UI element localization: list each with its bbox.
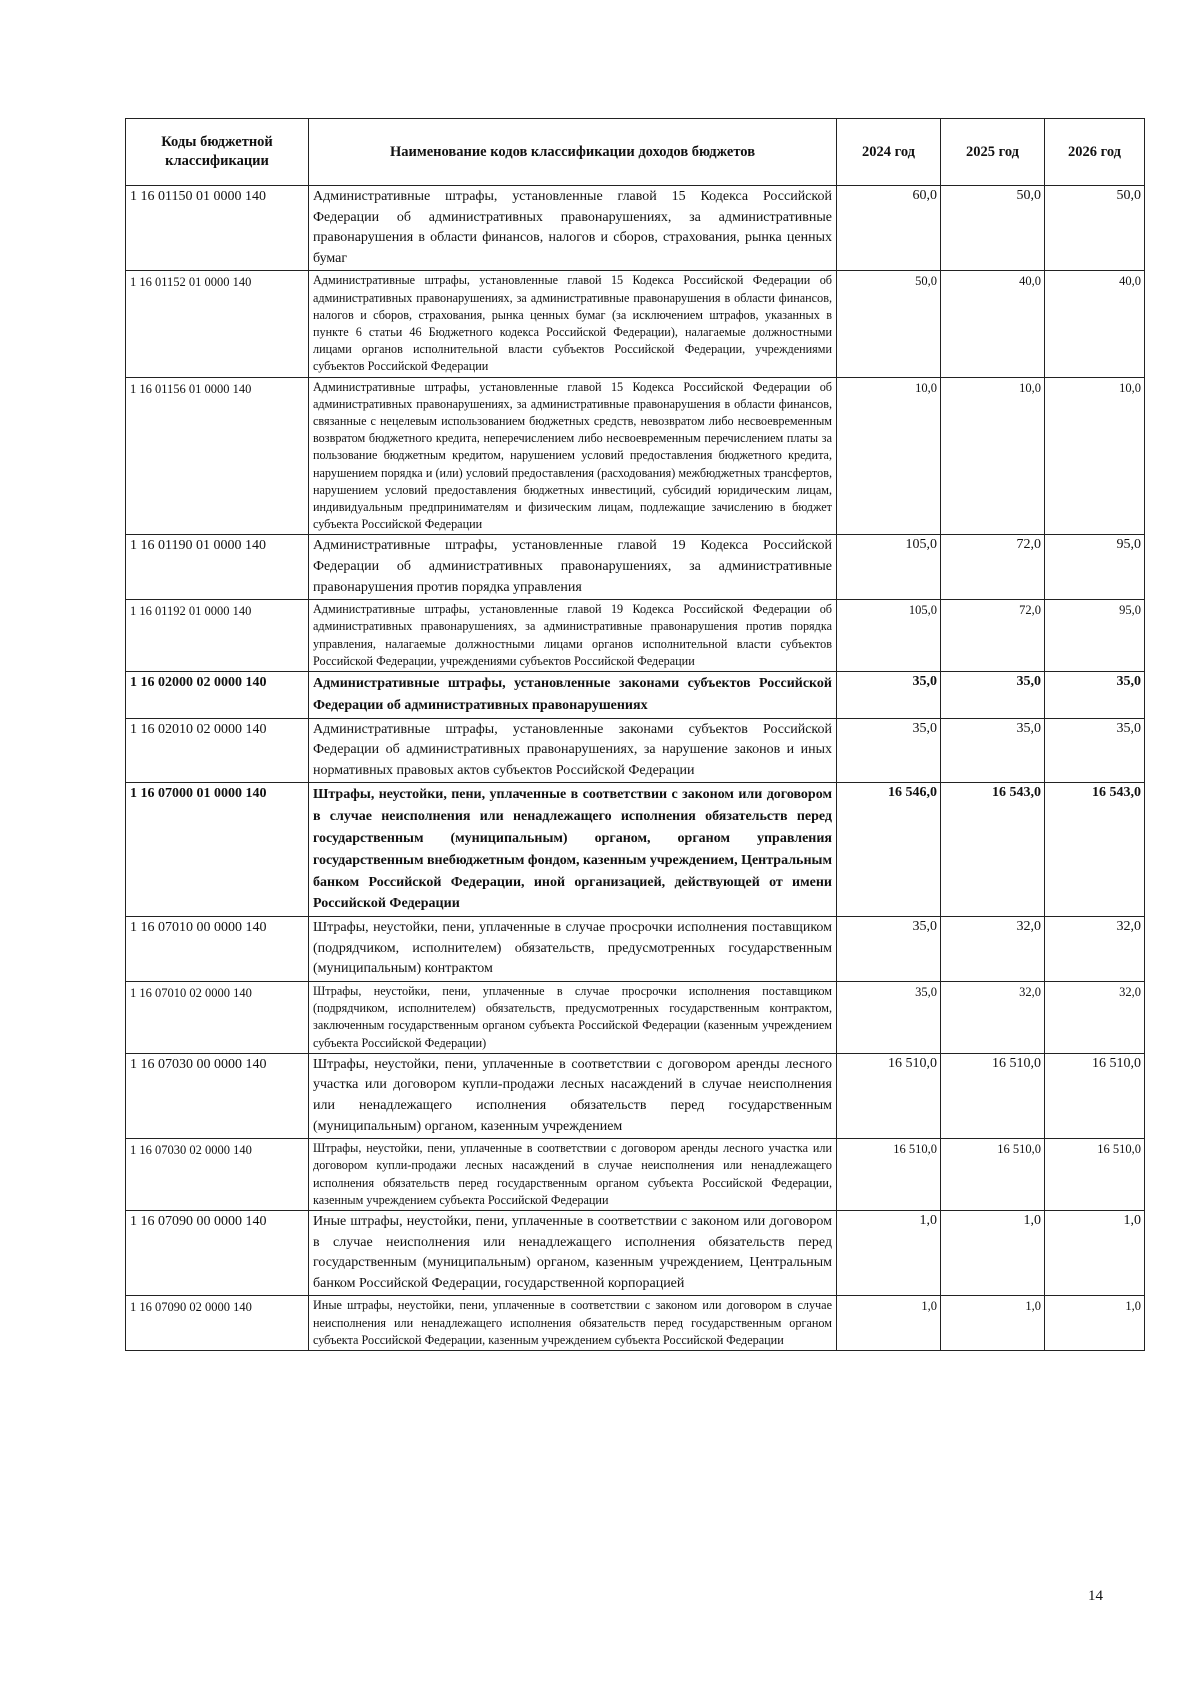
- table-row: [126, 1053, 1145, 1138]
- row-name: Административные штрафы, установленные главой 15 Кодекса Российской Федерации об административных правонарушениях, за административные правонарушения в области финансов, налогов и сборов, страхования, рынка ценных бумаг (за исключением штрафов, указанных в пункте 6 статьи 46 Бюджетного кодекса Российской Федерации), налагаемые должностными лицами органов исполнительной власти субъектов Российской Федерации, учреждениями субъектов Российской Федерации: [309, 271, 837, 377]
- row-code: 1 16 01192 01 0000 140: [126, 600, 309, 672]
- row-value-2024: 35,0: [837, 718, 941, 783]
- row-value-2024: 16 510,0: [837, 1053, 941, 1138]
- row-value-2025: 16 543,0: [941, 783, 1045, 917]
- row-value-2026: 1,0: [1045, 1210, 1145, 1295]
- row-value-2024: 1,0: [837, 1210, 941, 1295]
- row-name: Штрафы, неустойки, пени, уплаченные в соответствии с законом или договором в случае неисполнения или ненадлежащего исполнения обязательств перед государственным (муниципальным) органом, органом управления государственным внебюджетным фондом, казенным учреждением, Центральным банком Российской Федерации, иной организацией, действующей от имени Российской Федерации: [309, 783, 837, 917]
- row-code: 1 16 07030 02 0000 140: [126, 1139, 309, 1211]
- row-value-2024: 35,0: [837, 672, 941, 719]
- row-name: Административные штрафы, установленные законами субъектов Российской Федерации об административных правонарушениях, за нарушение законов и иных нормативных правовых актов субъектов Российской Федерации: [309, 718, 837, 783]
- row-value-2026: 35,0: [1045, 672, 1145, 719]
- row-value-2024: 60,0: [837, 186, 941, 271]
- row-value-2026: 16 510,0: [1045, 1139, 1145, 1211]
- header-2025: 2025 год: [941, 119, 1045, 186]
- table-row: [126, 981, 1145, 1053]
- row-value-2025: 1,0: [941, 1210, 1045, 1295]
- row-value-2026: 95,0: [1045, 600, 1145, 672]
- row-name: Административные штрафы, установленные главой 19 Кодекса Российской Федерации об административных правонарушениях, за административные правонарушения против порядка управления: [309, 535, 837, 600]
- row-value-2026: 50,0: [1045, 186, 1145, 271]
- header-2026: 2026 год: [1045, 119, 1145, 186]
- row-value-2026: 16 510,0: [1045, 1053, 1145, 1138]
- row-value-2025: 1,0: [941, 1296, 1045, 1351]
- row-name: Штрафы, неустойки, пени, уплаченные в соответствии с договором аренды лесного участка или договором купли-продажи лесных насаждений в случае неисполнения или ненадлежащего исполнения обязательств перед государственным (муниципальным) органом, казенным учреждением: [309, 1053, 837, 1138]
- row-value-2024: 50,0: [837, 271, 941, 377]
- page-number: 14: [1088, 1588, 1103, 1604]
- row-name: Штрафы, неустойки, пени, уплаченные в случае просрочки исполнения поставщиком (подрядчиком, исполнителем) обязательств, предусмотренных государственным (муниципальным) контрактом: [309, 917, 837, 982]
- row-code: 1 16 01190 01 0000 140: [126, 535, 309, 600]
- row-value-2025: 72,0: [941, 535, 1045, 600]
- row-code: 1 16 07010 02 0000 140: [126, 981, 309, 1053]
- row-value-2024: 10,0: [837, 377, 941, 535]
- row-name: Штрафы, неустойки, пени, уплаченные в случае просрочки исполнения поставщиком (подрядчиком, исполнителем) обязательств, предусмотренных государственным контрактом, заключенным государственным органом субъекта Российской Федерации (казенным учреждением субъекта Российской Федерации): [309, 981, 837, 1053]
- row-name: Административные штрафы, установленные главой 19 Кодекса Российской Федерации об административных правонарушениях, за административные правонарушения против порядка управления, налагаемые должностными лицами органов исполнительной власти субъектов Российской Федерации, учреждениями субъектов Российской Федерации: [309, 600, 837, 672]
- row-value-2025: 72,0: [941, 600, 1045, 672]
- header-code: Коды бюджетной классификации: [126, 119, 309, 186]
- row-value-2024: 16 546,0: [837, 783, 941, 917]
- row-name: Административные штрафы, установленные главой 15 Кодекса Российской Федерации об административных правонарушениях, за административные правонарушения в области финансов, связанные с нецелевым использованием бюджетных средств, невозвратом либо несвоевременным возвратом бюджетного кредита, неперечислением либо несвоевременным перечислением платы за пользование бюджетным кредитом, нарушением условий предоставления бюджетного кредита, нарушением порядка и (или) условий предоставления (расходования) межбюджетных трансфертов, нарушением условий предоставления бюджетных инвестиций, субсидий юридическим лицам, индивидуальным предпринимателям и физическим лицам, подлежащие зачислению в бюджет субъекта Российской Федерации: [309, 377, 837, 535]
- table-row: [126, 535, 1145, 600]
- row-code: 1 16 07010 00 0000 140: [126, 917, 309, 982]
- table-row: [126, 672, 1145, 719]
- row-value-2024: 105,0: [837, 600, 941, 672]
- header-2024: 2024 год: [837, 119, 941, 186]
- row-value-2025: 35,0: [941, 672, 1045, 719]
- table-row: [126, 377, 1145, 535]
- header-name: Наименование кодов классификации доходов бюджетов: [309, 119, 837, 186]
- row-value-2025: 35,0: [941, 718, 1045, 783]
- row-code: 1 16 07000 01 0000 140: [126, 783, 309, 917]
- row-value-2026: 40,0: [1045, 271, 1145, 377]
- row-code: 1 16 02010 02 0000 140: [126, 718, 309, 783]
- row-value-2024: 35,0: [837, 981, 941, 1053]
- row-value-2026: 1,0: [1045, 1296, 1145, 1351]
- row-code: 1 16 01150 01 0000 140: [126, 186, 309, 271]
- table-row: [126, 600, 1145, 672]
- table-row: [126, 718, 1145, 783]
- row-name: Штрафы, неустойки, пени, уплаченные в соответствии с договором аренды лесного участка или договором купли-продажи лесных насаждений в случае неисполнения или ненадлежащего исполнения обязательств перед государственным органом субъекта Российской Федерации, казенным учреждением субъекта Российской Федерации: [309, 1139, 837, 1211]
- row-value-2025: 50,0: [941, 186, 1045, 271]
- row-value-2024: 1,0: [837, 1296, 941, 1351]
- row-code: 1 16 07090 00 0000 140: [126, 1210, 309, 1295]
- table-row: [126, 783, 1145, 917]
- row-code: 1 16 07090 02 0000 140: [126, 1296, 309, 1351]
- row-value-2026: 35,0: [1045, 718, 1145, 783]
- row-code: 1 16 07030 00 0000 140: [126, 1053, 309, 1138]
- row-value-2025: 16 510,0: [941, 1139, 1045, 1211]
- table-row: [126, 917, 1145, 982]
- row-value-2025: 16 510,0: [941, 1053, 1045, 1138]
- row-value-2025: 10,0: [941, 377, 1045, 535]
- row-name: Иные штрафы, неустойки, пени, уплаченные в соответствии с законом или договором в случае неисполнения или ненадлежащего исполнения обязательств перед государственным (муниципальным) органом, казенным учреждением, Центральным банком Российской Федерации, государственной корпорацией: [309, 1210, 837, 1295]
- table-row: [126, 1296, 1145, 1351]
- table-row: [126, 1210, 1145, 1295]
- row-value-2026: 10,0: [1045, 377, 1145, 535]
- row-name: Административные штрафы, установленные законами субъектов Российской Федерации об административных правонарушениях: [309, 672, 837, 719]
- row-value-2024: 105,0: [837, 535, 941, 600]
- row-value-2025: 32,0: [941, 981, 1045, 1053]
- row-value-2026: 32,0: [1045, 917, 1145, 982]
- table-row: [126, 186, 1145, 271]
- row-value-2026: 16 543,0: [1045, 783, 1145, 917]
- row-value-2025: 40,0: [941, 271, 1045, 377]
- budget-revenue-table: [125, 118, 1145, 1351]
- table-row: [126, 1139, 1145, 1211]
- table-header-row: [126, 119, 1145, 186]
- row-value-2025: 32,0: [941, 917, 1045, 982]
- row-name: Иные штрафы, неустойки, пени, уплаченные в соответствии с законом или договором в случае неисполнения или ненадлежащего исполнения обязательств перед государственным органом субъекта Российской Федерации, казенным учреждением субъекта Российской Федерации: [309, 1296, 837, 1351]
- row-code: 1 16 01152 01 0000 140: [126, 271, 309, 377]
- row-code: 1 16 02000 02 0000 140: [126, 672, 309, 719]
- row-value-2024: 35,0: [837, 917, 941, 982]
- row-value-2026: 32,0: [1045, 981, 1145, 1053]
- row-code: 1 16 01156 01 0000 140: [126, 377, 309, 535]
- table-row: [126, 271, 1145, 377]
- row-value-2024: 16 510,0: [837, 1139, 941, 1211]
- row-name: Административные штрафы, установленные главой 15 Кодекса Российской Федерации об административных правонарушениях, за административные правонарушения в области финансов, налогов и сборов, страхования, рынка ценных бумаг: [309, 186, 837, 271]
- row-value-2026: 95,0: [1045, 535, 1145, 600]
